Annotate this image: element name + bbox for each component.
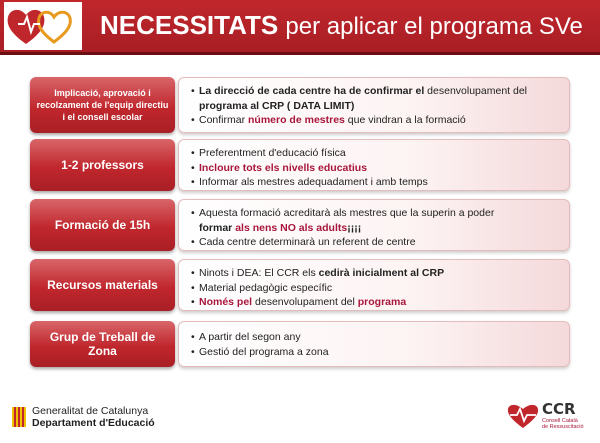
row-label: Implicació, aprovació i recolzament de l'equip directiu i el consell escolar	[30, 77, 175, 133]
hearts-logo-icon	[4, 2, 82, 50]
text-bold: cedirà inicialment al CRP	[318, 267, 445, 279]
title-rest: per aplicar el programa SVe	[285, 13, 583, 40]
text-normal: que vindran a la formació	[344, 114, 466, 126]
ccr-subtitle-line: de Ressuscitació	[542, 424, 584, 430]
bullet-line-cont	[191, 221, 559, 236]
ccr-name: CCR	[542, 400, 576, 418]
text-normal: Cada centre determinarà un referent de centre	[199, 236, 416, 248]
row-implicacio	[30, 77, 570, 133]
department-name: Departament d'Educació	[32, 417, 155, 429]
generalitat-name: Generalitat de Catalunya	[32, 405, 149, 417]
bullet-line: • Cada centre determinarà un referent de centre	[191, 236, 416, 248]
text-normal: Aquesta formació acreditarà als mestres que la superin a poder	[199, 207, 495, 219]
bullet-line: • Aquesta formació acreditarà als mestres que la superin a poder	[191, 207, 495, 219]
row-label: Grup de Treball de Zona	[30, 321, 175, 367]
text-highlight: Només pel	[199, 296, 253, 308]
generalitat-flag-icon	[12, 407, 26, 427]
bullet-line: • Confirmar número de mestres que vindran a la formació	[191, 114, 466, 126]
row-professors	[30, 139, 570, 191]
bullet-line: • Només pel desenvolupament del programa	[191, 296, 407, 308]
title-bold: NECESSITATS	[100, 10, 279, 40]
text-highlight: número de mestres	[248, 114, 345, 126]
bullet-line: • A partir del segon any	[191, 331, 301, 343]
row-formacio	[30, 199, 570, 251]
ccr-heart-icon	[506, 402, 540, 430]
title-bar	[0, 0, 600, 55]
text-normal: Ninots i DEA: El CCR els	[199, 267, 319, 279]
bullet-line: • Preferentment d'educació física	[191, 147, 346, 159]
ccr-subtitle-line: Consell Català	[542, 418, 578, 424]
text-normal: Informar als mestres adequadament i amb temps	[199, 176, 428, 188]
text-bold: programa al CRP ( DATA LIMIT)	[199, 99, 355, 112]
text-normal: Confirmar	[199, 114, 249, 126]
row-content	[178, 321, 570, 367]
row-content	[178, 199, 570, 251]
generalitat-text	[32, 405, 155, 429]
text-normal: A partir del segon any	[199, 331, 301, 343]
bullet-line: • Incloure tots els nivells educatius	[191, 161, 368, 174]
row-grup-treball	[30, 321, 570, 367]
row-label: 1-2 professors	[30, 139, 175, 191]
row-content	[178, 77, 570, 133]
bullet-line: • Informar als mestres adequadament i amb temps	[191, 176, 428, 188]
row-label: Recursos materials	[30, 259, 175, 311]
bullet-line: • Gestió del programa a zona	[191, 345, 329, 358]
text-bold: ¡¡¡¡	[347, 221, 362, 234]
bullet-line: • Material pedagògic específic	[191, 281, 333, 294]
ccr-subtitle	[542, 418, 584, 430]
text-bold: La direcció de cada centre ha de confirmar el	[199, 85, 425, 97]
bullet-line-cont	[191, 99, 559, 114]
text-normal: Gestió del programa a zona	[199, 345, 329, 358]
text-highlight: als nens NO als adults	[235, 221, 348, 234]
text-normal: desenvolupament del	[424, 85, 528, 97]
bullet-line: • Ninots i DEA: El CCR els cedirà inicialment al CRP	[191, 267, 445, 279]
text-bold: formar	[199, 221, 236, 234]
text-normal: Preferentment d'educació física	[199, 147, 346, 159]
row-content	[178, 139, 570, 191]
row-content	[178, 259, 570, 311]
ccr-logo	[506, 400, 591, 436]
row-label: Formació de 15h	[30, 199, 175, 251]
text-highlight: Incloure tots els nivells educatius	[199, 161, 368, 174]
text-normal: desenvolupament del	[252, 296, 358, 308]
row-recursos	[30, 259, 570, 311]
bullet-line: • La direcció de cada centre ha de confirmar el desenvolupament del	[191, 85, 528, 97]
text-highlight: programa	[357, 296, 407, 308]
text-normal: Material pedagògic específic	[199, 281, 333, 294]
page-title	[100, 10, 583, 41]
